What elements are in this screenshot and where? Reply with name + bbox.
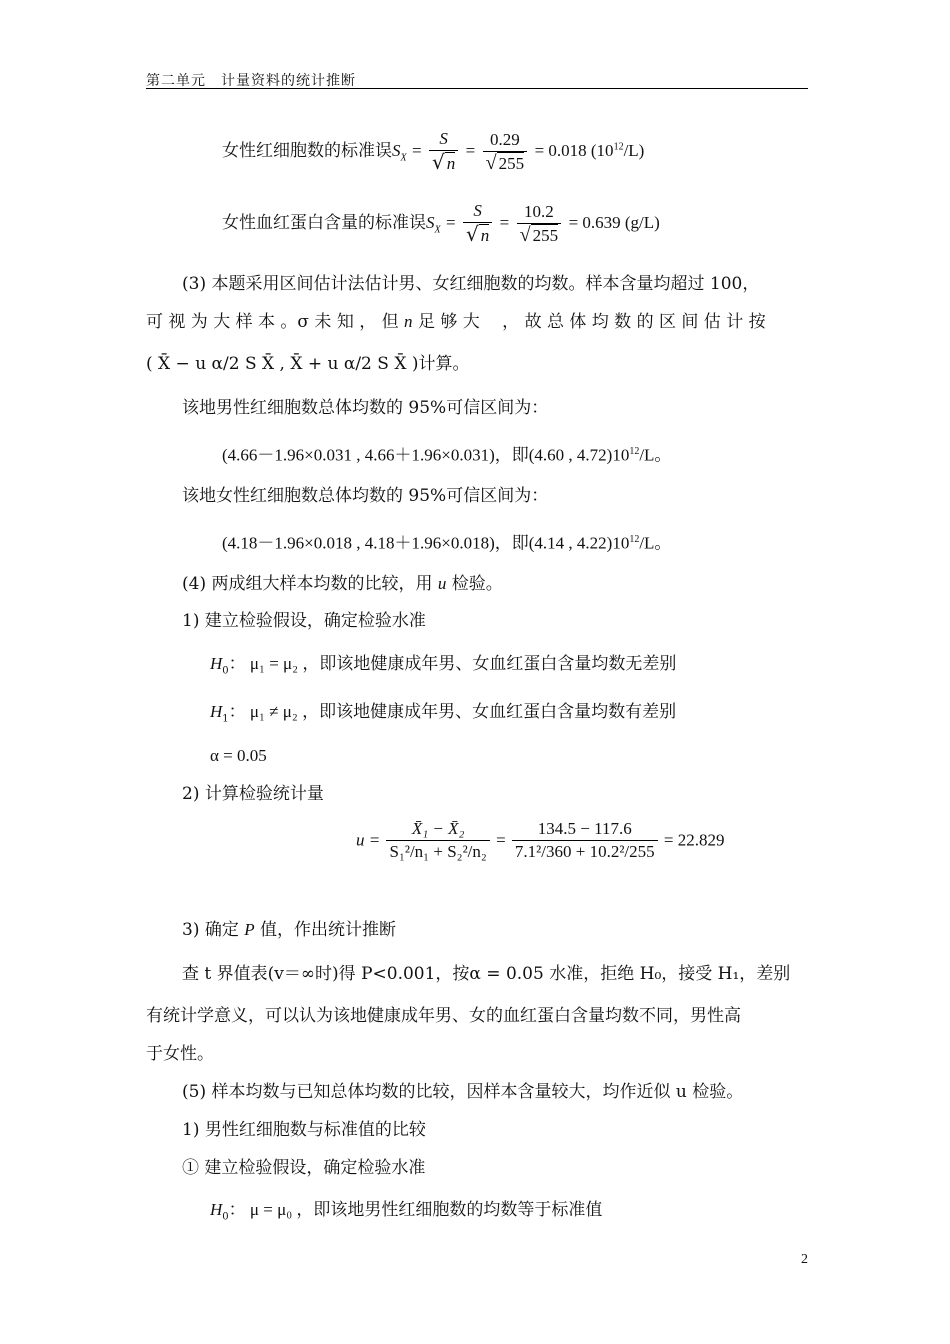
part4-step1: 1) 建立检验假设，确定检验水准 xyxy=(182,611,426,631)
part4-step2: 2) 计算检验统计量 xyxy=(182,784,324,804)
conclusion-line2: 有统计学意义，可以认为该地健康成年男、女的血红蛋白含量均数不同，男性高 xyxy=(146,1006,741,1026)
part3-line1: (3) 本题采用区间估计法估计男、女红细胞数的均数。样本含量均超过 100， xyxy=(182,274,760,294)
part5-step1: ① 建立检验假设，确定检验水准 xyxy=(182,1158,426,1178)
alpha-level: α = 0.05 xyxy=(210,746,267,765)
female-ci: (4.18－1.96×0.018 , 4.18＋1.96×0.018)，即(4.14 , $4.22)10^{12}/L$。 xyxy=(222,533,672,553)
female-rbc-se-label: 女性红细胞数的标准误 xyxy=(222,141,392,161)
female-hb-se-label: 女性血红蛋白含量的标准误 xyxy=(222,213,426,233)
part5-sub1: 1) 男性红细胞数与标准值的比较 xyxy=(182,1120,426,1140)
u-statistic-formula: u = $\frac{\text{X̄₁ − X̄₂}}{\text{S₁²/n₁ + S₂²/n₂}}$ = $\frac{134.5 - 117.6}{\text{7.1²/360 + 10.2²/255}}$ = 22.829 xyxy=(356,819,725,861)
part3-ci-formula: ( X̄ − u α/2 S X̄ , X̄ + u α/2 S X̄ )计算。 xyxy=(146,354,470,374)
male-ci-intro: 该地男性红细胞数总体均数的 95%可信区间为： xyxy=(182,398,549,418)
part3-line2: 可 视 为 大 样 本 。σ 未 知 ， 但 n 足 够 大 ， 故 总 体 均 数 的 区 间 估 计 按 xyxy=(146,312,766,332)
female-hb-se-line: 女性血红蛋白含量的标准误$S_X$ = $\frac{S}{√ n}$ = $\frac{10.2}{√ 255}$ = 0.639 (g/L) xyxy=(222,201,660,246)
female-ci-intro: 该地女性红细胞数总体均数的 95%可信区间为： xyxy=(182,486,549,506)
conclusion-line1: 查 t 界值表(v＝∞时)得 P<0.001，按α = 0.05 水准，拒绝 H₀，接受 H₁，差别 xyxy=(182,964,791,984)
h0-hypothesis: $H_0$： μ₁ = μ₂ ，即该地健康成年男、女血红蛋白含量均数无差别 xyxy=(210,654,677,677)
h1-hypothesis: $H_1$： μ₁ ≠ μ₂ ，即该地健康成年男、女血红蛋白含量均数有差别 xyxy=(210,702,677,725)
part4-title: (4) 两成组大样本均数的比较，用 u 检验。 xyxy=(182,574,503,594)
fraction-s-over-root-n: $\frac{S}{√ n}$ xyxy=(429,128,458,175)
fraction-029-over-root-255: $\frac{0.29}{√ 255}$ xyxy=(483,129,527,175)
part5-title: (5) 样本均数与已知总体均数的比较，因样本含量较大，均作近似 u 检验。 xyxy=(182,1082,744,1102)
part4-step3: 3) 确定 P 值，作出统计推断 xyxy=(182,920,397,940)
part5-h0: $H_0$： μ = μ₀ ，即该地男性红细胞数的均数等于标准值 xyxy=(210,1200,603,1223)
page-header: 第二单元 计量资料的统计推断 xyxy=(146,73,356,89)
female-rbc-se-line: 女性红细胞数的标准误$S_X$ = $\frac{S}{√ n}$ = $\frac{0.29}{√ 255}$ = 0.018 $(10^{12}/L)$ xyxy=(222,129,645,174)
header-rule xyxy=(146,88,808,89)
conclusion-line3: 于女性。 xyxy=(146,1044,214,1064)
page-number: 2 xyxy=(801,1252,808,1267)
male-ci: (4.66－1.96×0.031 , 4.66＋1.96×0.031)，即(4.60 , $4.72)10^{12}/L$。 xyxy=(222,445,672,465)
